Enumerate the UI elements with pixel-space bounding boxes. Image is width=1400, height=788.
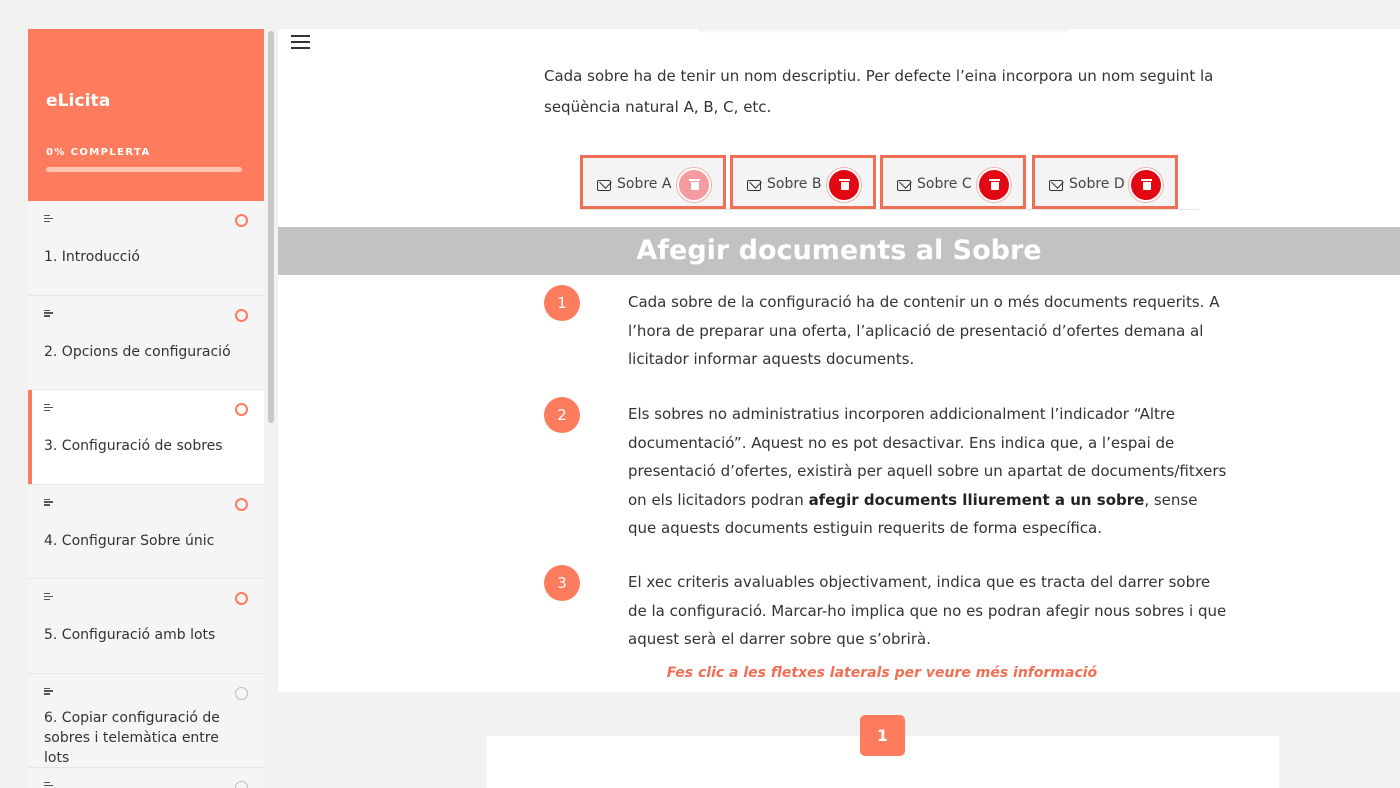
trash-icon — [990, 179, 999, 190]
delete-sobre-button[interactable] — [1129, 168, 1163, 202]
delete-sobre-button[interactable] — [977, 168, 1011, 202]
sidebar-item-label: 2. Opcions de configuració — [44, 343, 231, 360]
step-number: 1 — [544, 285, 580, 321]
lesson-text-icon — [44, 593, 53, 600]
delete-sobre-button[interactable] — [827, 168, 861, 202]
sobre-name: Sobre D — [1069, 176, 1125, 192]
sidebar-item-label: 5. Configuració amb lots — [44, 627, 216, 643]
sidebar-item-copiar-configuracio[interactable] — [28, 674, 264, 769]
divider — [580, 209, 1198, 210]
delete-sobre-button[interactable] — [677, 168, 711, 202]
progress-bar — [46, 167, 242, 172]
sidebar-item-lots[interactable] — [28, 579, 264, 674]
status-ring-icon — [235, 214, 248, 227]
sobre-name: Sobre C — [917, 176, 972, 192]
course-sidebar — [28, 29, 264, 788]
sobre-tab-a[interactable] — [580, 155, 726, 209]
sidebar-item-next[interactable] — [28, 768, 264, 788]
step-number: 2 — [544, 397, 580, 433]
sidebar-item-sobre-unic[interactable] — [28, 485, 264, 580]
step-number: 3 — [544, 565, 580, 601]
sidebar-header — [28, 29, 264, 201]
lesson-text-icon — [44, 215, 53, 222]
status-ring-icon — [235, 592, 248, 605]
divider — [698, 29, 1068, 33]
envelope-icon — [897, 180, 911, 191]
sidebar-scrollbar[interactable] — [266, 29, 276, 788]
step-text-bold: afegir documents lliurement a un sobre — [808, 490, 1145, 509]
step-text: El xec criteris avaluables objectivament, indica que es tracta del darrer sobre de la configuració. Marcar-ho implica que no es podran afegir nous sobres i que aquest serà el darrer sobre que s’obrirà. — [628, 573, 1227, 648]
step-text: Cada sobre de la configuració ha de contenir un o més documents requerits. A l’hora de preparar una oferta, l’aplicació de presentació d’ofertes demana al licitador informar aquests documents. — [628, 293, 1220, 368]
trash-icon — [690, 179, 699, 190]
sidebar-item-label: 4. Configurar Sobre únic — [44, 532, 215, 549]
sobre-name: Sobre A — [617, 176, 672, 192]
sobre-tab-d[interactable] — [1032, 155, 1178, 209]
carousel-step-badge[interactable]: 1 — [860, 715, 905, 756]
sobre-name: Sobre B — [767, 176, 822, 192]
sidebar-item-configuracio-sobres[interactable] — [28, 390, 264, 485]
sobres-list — [580, 155, 1200, 209]
sidebar-item-introduccio[interactable] — [28, 201, 264, 296]
status-ring-icon — [235, 498, 248, 511]
lesson-text-icon — [44, 688, 53, 695]
step-text-part: Els sobres no administratius incorporen addicionalment l’indicador “Altre documentació”. Aquest no es pot desactivar. Ens indica que, a l’espai de presentació d’ofertes, existirà per aquell sobre un apartat de documents/fitxers on els licitadors podran — [628, 405, 1227, 509]
sobre-tab-b[interactable] — [730, 155, 876, 209]
lesson-text-icon — [44, 782, 53, 788]
envelope-icon — [1049, 180, 1063, 191]
status-ring-icon — [235, 687, 248, 700]
carousel-area — [278, 692, 1400, 788]
status-ring-icon — [235, 403, 248, 416]
step-text — [628, 400, 1228, 543]
envelope-icon — [747, 180, 761, 191]
status-ring-icon — [235, 309, 248, 322]
hint-text: Fes clic a les fletxes laterals per veure més informació — [666, 665, 1098, 681]
intro-paragraph: Cada sobre ha de tenir un nom descriptiu. Per defecte l’eina incorpora un nom seguint la seqüència natural A, B, C, etc. — [544, 67, 1214, 116]
sidebar-item-opcions[interactable] — [28, 296, 264, 391]
lesson-text-icon — [44, 499, 53, 506]
trash-icon — [1142, 179, 1151, 190]
sidebar-item-label: 1. Introducció — [44, 249, 140, 265]
lesson-content — [278, 29, 1400, 788]
status-ring-icon — [235, 781, 248, 788]
sidebar-item-label: 3. Configuració de sobres — [44, 438, 223, 454]
progress-label: 0% COMPLERTA — [46, 147, 151, 158]
scrollbar-thumb[interactable] — [268, 31, 274, 423]
sobre-tab-c[interactable] — [880, 155, 1026, 209]
lesson-text-icon — [44, 404, 53, 411]
section-title: Afegir documents al Sobre — [278, 227, 1400, 275]
envelope-icon — [597, 180, 611, 191]
step-text-part: , sense que aquests documents estiguin requerits de forma específica. — [628, 490, 1198, 537]
course-title[interactable]: eLicita — [46, 91, 111, 111]
sidebar-item-label: 6. Copiar configuració de sobres i telemàtica entre lots — [44, 709, 220, 766]
trash-icon — [840, 179, 849, 190]
menu-icon[interactable] — [291, 35, 310, 49]
lesson-text-icon — [44, 310, 53, 317]
